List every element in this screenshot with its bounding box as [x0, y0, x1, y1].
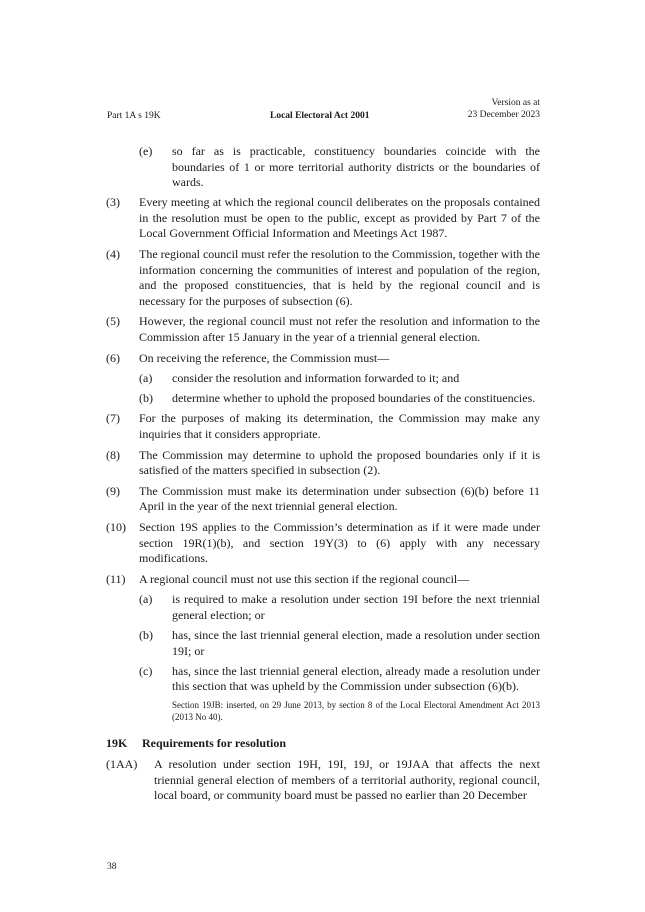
header-part-reference: Part 1A s 19K	[107, 111, 161, 121]
subsection-text: A regional council must not use this section if the regional council—	[139, 571, 470, 586]
subsection-3	[106, 195, 540, 242]
subsection-10	[106, 520, 540, 567]
subsection-text: Every meeting at which the regional council deliberates on the proposals contained in the resolution must be open to the public, except as provided by Part 7 of the Local Government Official Information and Meetings Act 1987.	[139, 195, 540, 241]
subsection-7	[106, 411, 540, 442]
subsection-11	[106, 572, 540, 588]
subsection-text: A resolution under section 19H, 19I, 19J, or 19JAA that affects the next triennial general election of members of a territorial authority, regional council, local board, or community board must be passed no earlier than 20 December	[154, 757, 540, 803]
paragraph-number: (e)	[139, 144, 153, 158]
paragraph-number: (a)	[139, 592, 153, 607]
subsection-8	[106, 448, 540, 479]
section-title: Requirements for resolution	[142, 736, 286, 751]
paragraph-number: (a)	[139, 371, 153, 386]
subsection-5	[106, 314, 540, 345]
subsection-9	[106, 484, 540, 515]
subsection-number: (9)	[106, 483, 120, 498]
paragraph-11c	[106, 664, 540, 695]
subsection-number: (8)	[106, 447, 120, 462]
subsection-text: However, the regional council must not refer the resolution and information to the Commission after 15 January in the year of a triennial general election.	[139, 314, 540, 345]
subsection-number: (6)	[106, 350, 120, 365]
paragraph-text: has, since the last triennial general election, made a resolution under section 19I; or	[172, 628, 540, 658]
subsection-number: (1AA)	[106, 757, 138, 771]
header-act-title: Local Electoral Act 2001	[270, 111, 370, 121]
subsection-text: On receiving the reference, the Commission must—	[139, 350, 390, 365]
subsection-number: (3)	[106, 195, 120, 210]
paragraph-11b	[106, 628, 540, 659]
subsection-text: Section 19S applies to the Commission’s determination as if it were made under section 19R(1)(b), and section 19Y(3) to (6) apply with any necessary modifications.	[139, 519, 540, 566]
subsection-1aa	[106, 757, 540, 804]
subsection-number: (11)	[106, 571, 126, 586]
section-number: 19K	[106, 736, 128, 751]
subsection-number: (4)	[106, 247, 120, 262]
paragraph-text: determine whether to uphold the proposed boundaries of the constituencies.	[172, 391, 536, 406]
subsection-number: (7)	[106, 411, 120, 426]
subsection-6	[106, 351, 540, 367]
header-version	[468, 97, 540, 121]
subsection-4	[106, 247, 540, 309]
paragraph-6a	[106, 371, 540, 387]
subsection-number: (10)	[106, 519, 126, 534]
subsection-text: The Commission must make its determination under subsection (6)(b) before 11 April in the year of the next triennial general election.	[139, 483, 540, 514]
subsection-number: (5)	[106, 314, 120, 329]
paragraph-e	[106, 144, 540, 191]
paragraph-text: consider the resolution and information forwarded to it; and	[172, 371, 460, 386]
subsection-text: The Commission may determine to uphold the proposed boundaries only if it is satisfied of the matters specified in subsection (2).	[139, 447, 540, 478]
section-heading	[106, 736, 540, 752]
paragraph-text: is required to make a resolution under section 19I before the next triennial general election; or	[172, 592, 540, 622]
paragraph-number: (b)	[139, 628, 153, 643]
subsection-text: The regional council must refer the resolution to the Commission, together with the information concerning the communities of interest and population of the region, and the proposed constituencies, that is held by the regional council and is necessary for the purposes of subsection (6).	[139, 247, 540, 308]
paragraph-6b	[106, 391, 540, 407]
paragraph-text: so far as is practicable, constituency boundaries coincide with the boundaries of 1 or more territorial authority districts or the boundaries of wards.	[172, 144, 540, 190]
document-body	[106, 144, 540, 809]
paragraph-number: (b)	[139, 391, 153, 406]
paragraph-11a	[106, 592, 540, 623]
paragraph-text: has, since the last triennial general election, already made a resolution under this section that was upheld by the Commission under subsection (6)(b).	[172, 663, 540, 694]
subsection-text: For the purposes of making its determination, the Commission may make any inquiries that it considers appropriate.	[139, 411, 540, 441]
header-version-label: Version as at	[491, 98, 540, 108]
history-note: Section 19JB: inserted, on 29 June 2013, by section 8 of the Local Electoral Amendment Act 2013 (2013 No 40).	[172, 700, 540, 723]
header-version-date: 23 December 2023	[467, 110, 540, 120]
page-number: 38	[107, 862, 117, 872]
paragraph-number: (c)	[139, 663, 153, 678]
